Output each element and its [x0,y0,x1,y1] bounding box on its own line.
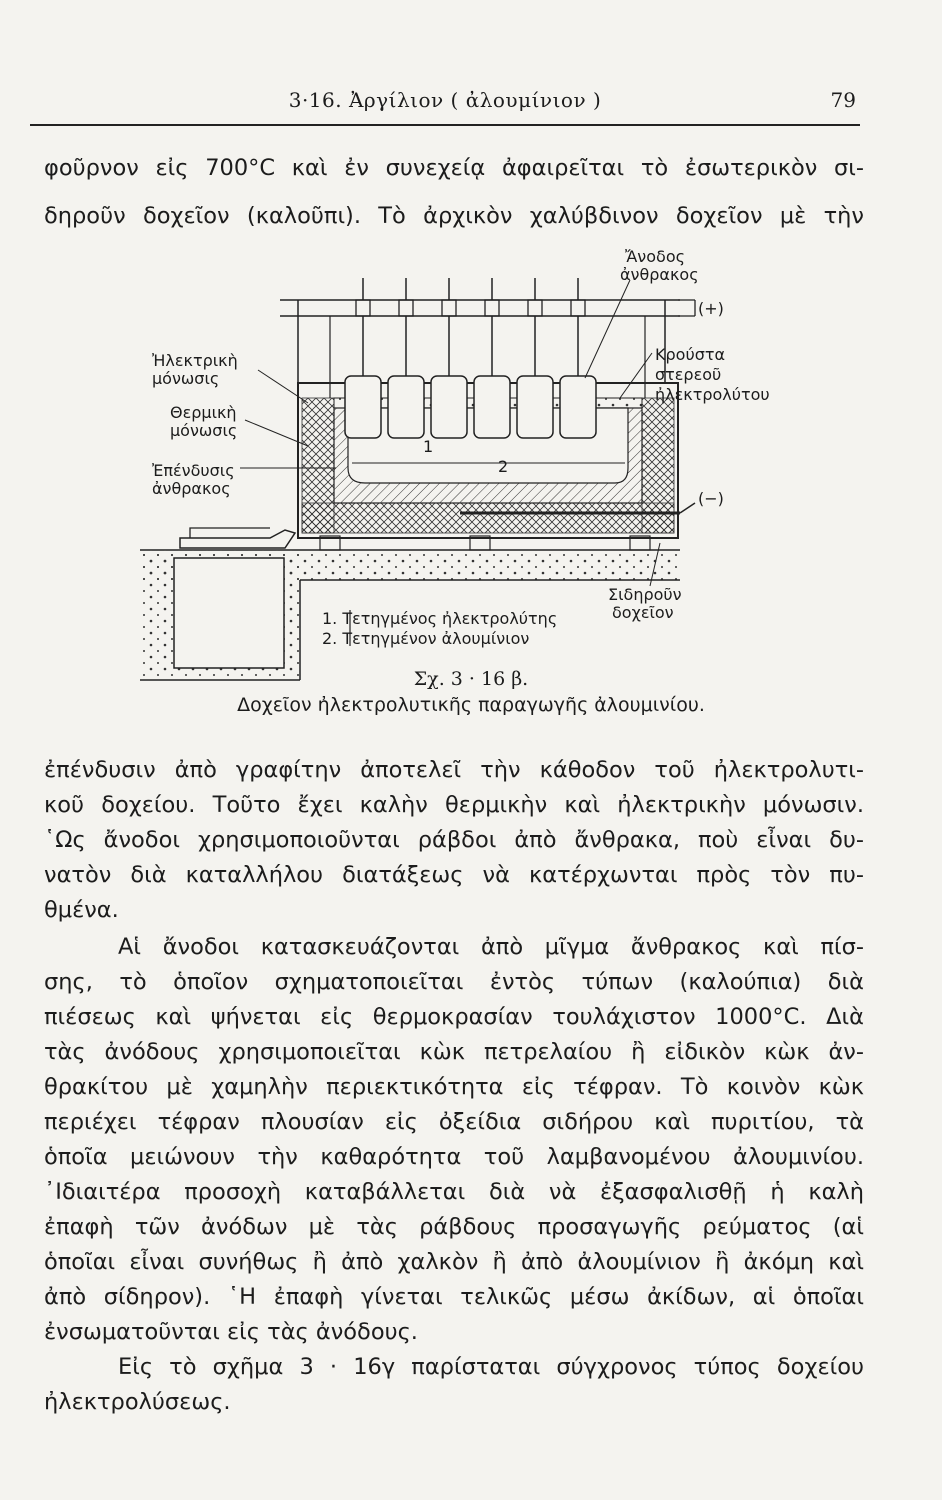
label-iron-vessel: δοχεῖον [612,603,674,622]
label-anode: ἀνθρακος [620,265,699,284]
body-line: σης, τὸ ὁποῖον σχηματοποιεῖται ἐντὸς τύπων (καλούπια) διὰ [44,969,864,995]
label-crust: Κρούστα [655,345,726,364]
body-line: νατὸν διὰ καταλλήλου διατάξεως νὰ κατέρχωνται πρὸς τὸν πυ- [44,862,864,888]
anode [517,278,553,438]
label-number-2: 2 [498,457,509,476]
label-carbon-lining: Ἐπένδυσις [152,461,235,480]
body-line: πιέσεως καὶ ψήνεται εἰς θερμοκρασίαν τουλάχιστον 1000°C. Διὰ [44,1004,864,1030]
label-electrical-insulation: μόνωσις [152,369,220,388]
page-number: 79 [830,88,856,112]
anode [474,278,510,438]
legend-item: 1. Τετηγμένος ἠλεκτρολύτης [322,609,558,628]
label-anode: Ἄνοδος [625,247,685,266]
body-line: ἐνσωματοῦνται εἰς τὰς ἀνόδους. [44,1319,418,1345]
body-line: Εἰς τὸ σχῆμα 3 · 16γ παρίσταται σύγχρονος τύπος δοχείου [118,1354,864,1380]
figure-number: Σχ. 3 · 16 β. [413,668,529,690]
label-negative: (−) [698,489,724,508]
label-thermal-insulation: Θερμικὴ [170,403,237,422]
anode [431,278,467,438]
electrolysis-cell-figure [120,247,820,698]
label-thermal-insulation: μόνωσις [170,421,238,440]
body-line: ἐπαφὴ τῶν ἀνόδων μὲ τὰς ράβδους προσαγωγῆς ρεύματος (αἱ [44,1214,864,1240]
body-line: θρακίτου μὲ χαμηλὴν περιεκτικότητα εἰς τέφραν. Τὸ κοινὸν κὼκ [44,1074,864,1100]
running-header [30,84,860,126]
figure-caption: Δοχεῖον ἠλεκτρολυτικῆς παραγωγῆς ἀλουμινίου. [237,694,705,716]
legend-item: 2. Τετηγμένον ἀλουμίνιον [322,629,530,648]
body-line: ἐπένδυσιν ἀπὸ γραφίτην ἀποτελεῖ τὴν κάθοδον τοῦ ἠλεκτρολυτι- [44,757,864,783]
header-title: 3·16. Ἀργίλιον ( ἀλουμίνιον ) [288,88,602,112]
label-carbon-lining: ἀνθρακος [152,479,231,498]
body-line: θμένα. [44,897,119,923]
body-line: ὁποῖαι εἶναι συνήθως ἢ ἀπὸ χαλκὸν ἢ ἀπὸ ἀλουμίνιον ἢ ἀκόμη καὶ [44,1249,864,1275]
anode [388,278,424,438]
label-positive: (+) [698,299,724,318]
body-line: κοῦ δοχείου. Τοῦτο ἔχει καλὴν θερμικὴν καὶ ἠλεκτρικὴν μόνωσιν. [44,792,864,818]
label-electrical-insulation: Ἠλεκτρικὴ [152,351,238,370]
label-number-1: 1 [423,437,434,456]
label-iron-vessel: Σιδηροῦν [608,585,682,604]
body-line: ῾Ως ἄνοδοι χρησιμοποιοῦνται ράβδοι ἀπὸ ἄνθρακα, ποὺ εἶναι δυ- [44,827,864,853]
body-line: τὰς ἀνόδους χρησιμοποιεῖται κὼκ πετρελαίου ἢ εἰδικὸν κὼκ ἀν- [44,1039,864,1065]
body-line: ἀπὸ σίδηρον). ῾Η ἐπαφὴ γίνεται τελικῶς μέσω ἀκίδων, αἱ ὁποῖαι [44,1284,864,1310]
body-line: φοῦρνον εἰς 700°C καὶ ἐν συνεχείᾳ ἀφαιρεῖται τὸ ἐσωτερικὸν σι- [44,155,864,181]
label-crust: ἠλεκτρολύτου [655,385,770,404]
body-line: ὁποῖα μειώνουν τὴν καθαρότητα τοῦ λαμβανομένου ἀλουμινίου. [44,1144,864,1170]
anode [560,278,596,438]
body-line: ἠλεκτρολύσεως. [44,1389,231,1415]
tap-spout [180,528,295,548]
label-crust: στερεοῦ [655,365,722,384]
body-line: Αἱ ἄνοδοι κατασκευάζονται ἀπὸ μῖγμα ἄνθρακος καὶ πίσ- [118,934,864,960]
body-line: περιέχει τέφραν πλουσίαν εἰς ὀξείδια σιδήρου καὶ πυριτίου, τὰ [44,1109,864,1135]
body-line: ᾽Ιδιαιτέρα προσοχὴ καταβάλλεται διὰ νὰ ἐξασφαλισθῇ ἡ καλὴ [44,1179,864,1205]
body-line: δηροῦν δοχεῖον (καλοῦπι). Τὸ ἀρχικὸν χαλύβδινον δοχεῖον μὲ τὴν [44,203,864,229]
anode [345,278,381,438]
